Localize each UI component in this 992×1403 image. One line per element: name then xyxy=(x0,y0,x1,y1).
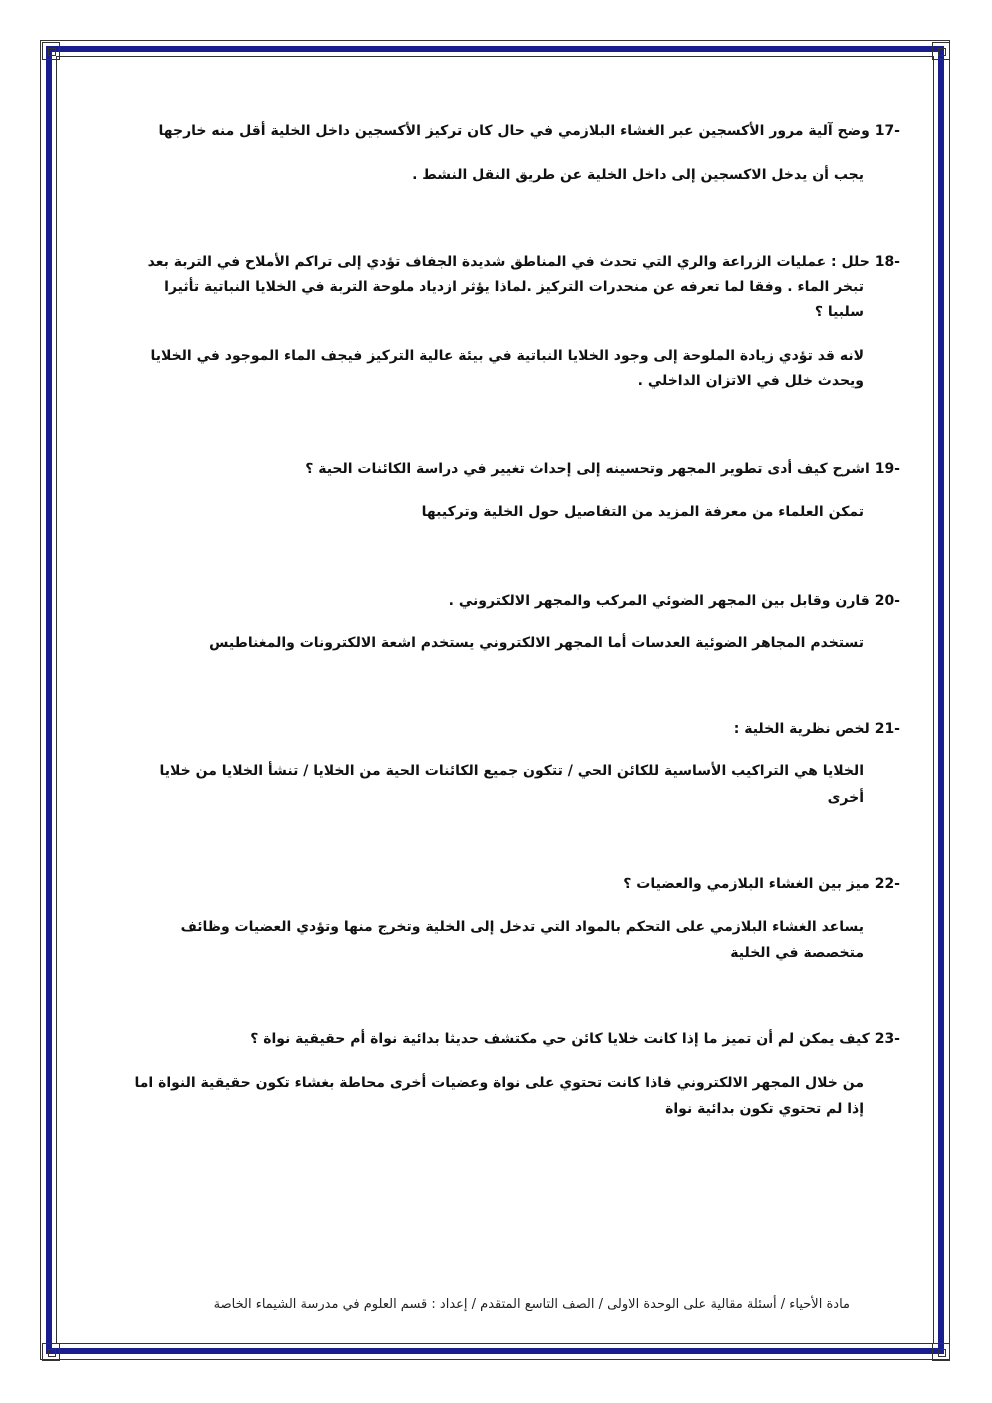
page-footer: مادة الأحياء / أسئلة مقالية على الوحدة الاولى / الصف التاسع المتقدم / إعداد : قسم العلوم في مدرسة الشيماء الخاصة xyxy=(213,1297,850,1312)
question-text: 23- كيف يمكن لم أن تميز ما إذا كانت خلايا كائن حي مكتشف حديثا بدائية نواة أم حقيقية نواة ؟ xyxy=(250,1031,900,1047)
page-border-inner xyxy=(56,56,934,1344)
answer-text: متخصصة في الخلية xyxy=(730,945,864,961)
question-number: 18- xyxy=(874,254,900,270)
answer-text: من خلال المجهر الالكتروني فاذا كانت تحتوي على نواة وعضيات أخرى محاطة بغشاء تكون حقيقية النواة اما xyxy=(134,1075,864,1091)
corner-ornament-bottom-right xyxy=(932,1343,950,1361)
answer-text: لانه قد تؤدي زيادة الملوحة إلى وجود الخلايا النباتية في بيئة عالية التركيز فيجف الماء الموجود في الخلايا xyxy=(150,348,864,364)
question-text: 19- اشرح كيف أدى تطوير المجهر وتحسينه إلى إحداث تغيير في دراسة الكائنات الحية ؟ xyxy=(305,461,900,477)
question-21 xyxy=(159,718,900,818)
question-number: 21- xyxy=(874,721,900,737)
question-23 xyxy=(134,1028,900,1128)
question-text-continued: تبخر الماء . وفقا لما تعرفه عن منحدرات التركيز .لماذا يؤثر ازدياد ملوحة التربة في الخلايا النباتية تأثيرا xyxy=(164,279,864,295)
question-number: 17- xyxy=(874,123,900,139)
question-text: 18- حلل : عمليات الزراعة والري التي تحدث في المناطق شديدة الجفاف تؤدي إلى تراكم الأملاح في التربة بعد xyxy=(147,254,900,270)
answer-text: ويحدث خلل في الاتزان الداخلي . xyxy=(637,373,864,389)
question-19 xyxy=(165,458,900,528)
question-text: 20- قارن وقابل بين المجهر الضوئي المركب والمجهر الالكتروني . xyxy=(448,593,900,609)
question-text: 17- وضح آلية مرور الأكسجين عبر الغشاء البلازمي في حال كان تركيز الأكسجين داخل الخلية أقل منه خارجها xyxy=(158,123,900,139)
question-number: 23- xyxy=(874,1031,900,1047)
question-22 xyxy=(165,873,900,973)
question-18 xyxy=(147,251,900,401)
answer-text: تمكن العلماء من معرفة المزيد من التفاصيل حول الخلية وتركيبها xyxy=(421,504,864,520)
answer-text: يساعد الغشاء البلازمي على التحكم بالمواد التي تدخل إلى الخلية وتخرج منها وتؤدي العضيات وظائف xyxy=(180,919,864,935)
question-20 xyxy=(165,590,900,660)
corner-ornament-top-left xyxy=(42,42,60,60)
corner-ornament-top-right xyxy=(932,42,950,60)
question-text-continued: سلبيا ؟ xyxy=(814,304,864,320)
question-text: 21- لخص نظرية الخلية : xyxy=(733,721,900,737)
answer-text: يجب أن يدخل الاكسجين إلى داخل الخلية عن طريق النقل النشط . xyxy=(412,167,864,183)
question-text: 22- ميز بين الغشاء البلازمي والعضيات ؟ xyxy=(623,876,900,892)
question-number: 22- xyxy=(874,876,900,892)
question-number: 19- xyxy=(874,461,900,477)
answer-text: أخرى xyxy=(827,790,864,806)
question-number: 20- xyxy=(874,593,900,609)
answer-text: الخلايا هي التراكيب الأساسية للكائن الحي / تتكون جميع الكائنات الحية من الخلايا / تنشأ الخلايا من خلايا xyxy=(159,763,864,779)
corner-ornament-bottom-left xyxy=(42,1343,60,1361)
answer-text: تستخدم المجاهر الضوئية العدسات أما المجهر الالكتروني يستخدم اشعة الالكترونات والمغناطيس xyxy=(209,635,864,651)
question-17 xyxy=(158,120,900,190)
answer-text: إذا لم تحتوي تكون بدائية نواة xyxy=(665,1101,864,1117)
